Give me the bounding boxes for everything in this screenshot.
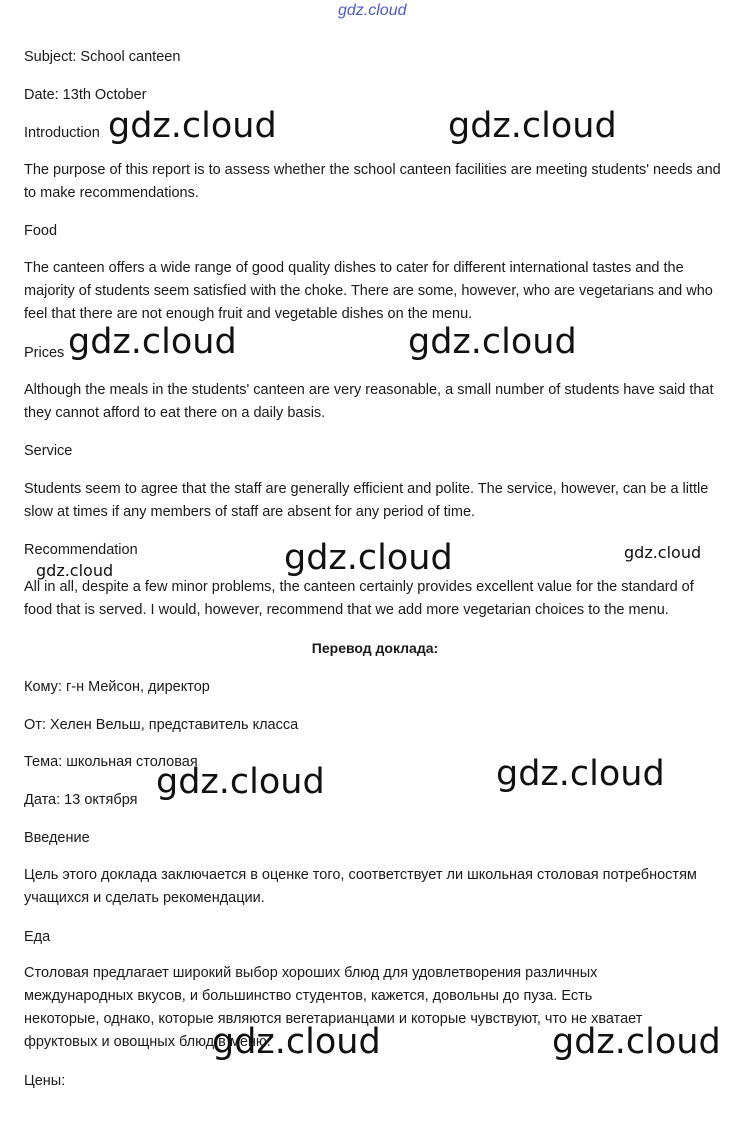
- watermark: gdz.cloud: [212, 1022, 381, 1062]
- food-heading: Food: [24, 223, 58, 239]
- prices-text: Although the meals in the students' canteen are very reasonable, a small number of students have said that they cannot afford to eat there on a daily basis.: [24, 382, 714, 421]
- service-heading: Service: [24, 443, 73, 459]
- translation-date: Дата: 13 октября: [24, 792, 138, 808]
- translation-subject: Тема: школьная столовая: [24, 754, 198, 770]
- report-date: Date: 13th October: [24, 87, 147, 103]
- translation-title: Перевод доклада:: [311, 640, 439, 656]
- watermark: gdz.cloud: [552, 1022, 721, 1062]
- translation-from: От: Хелен Вельш, представитель класса: [24, 717, 299, 733]
- translation-food-text: Столовая предлагает широкий выбор хороших блюд для удовлетворения различных международных вкусов, и большинство студентов, кажется, довольны до пуза. Есть некоторые, однако, которые являются вегетарианцами и которые чувствуют, что не хватает фруктовых и овощных блюд в меню.: [24, 965, 643, 1050]
- prices-heading: Prices: [24, 345, 65, 361]
- watermark: gdz.cloud: [408, 322, 577, 362]
- recommendation-heading: Recommendation: [24, 542, 138, 558]
- introduction-heading: Introduction: [24, 125, 100, 141]
- watermark: gdz.cloud: [36, 561, 114, 580]
- translation-food-heading: Еда: [24, 929, 51, 945]
- watermark: gdz.cloud: [68, 322, 237, 362]
- watermark: gdz.cloud: [448, 106, 617, 146]
- recommendation-text: All in all, despite a few minor problems, the canteen certainly provides excellent value for the standard of food that is served. I would, however, recommend that we add more vegetarian choices to the menu.: [24, 579, 694, 618]
- watermark: gdz.cloud: [624, 543, 702, 562]
- watermark: gdz.cloud: [496, 754, 665, 794]
- translation-to: Кому: г-н Мейсон, директор: [24, 679, 210, 695]
- food-text: The canteen offers a wide range of good quality dishes to cater for different international tastes and the majority of students seem satisfied with the choke. There are some, however, who are vegetarians and who feel that there are not enough fruit and vegetable dishes on the menu.: [24, 260, 713, 322]
- translation-introduction-text: Цель этого доклада заключается в оценке того, соответствует ли школьная столовая потребностям учащихся и сделать рекомендации.: [24, 867, 697, 906]
- report-subject: Subject: School canteen: [24, 49, 181, 65]
- watermark: gdz.cloud: [284, 538, 453, 578]
- translation-introduction-heading: Введение: [24, 830, 90, 846]
- watermark: gdz.cloud: [108, 106, 277, 146]
- translation-prices-heading: Цены:: [24, 1073, 66, 1089]
- introduction-text: The purpose of this report is to assess whether the school canteen facilities are meeting students' needs and to make recommendations.: [24, 162, 721, 201]
- service-text: Students seem to agree that the staff are generally efficient and polite. The service, however, can be a little slow at times if any members of staff are absent for any period of time.: [24, 481, 709, 520]
- watermark: gdz.cloud: [156, 762, 325, 802]
- site-watermark-top[interactable]: gdz.cloud: [338, 2, 407, 19]
